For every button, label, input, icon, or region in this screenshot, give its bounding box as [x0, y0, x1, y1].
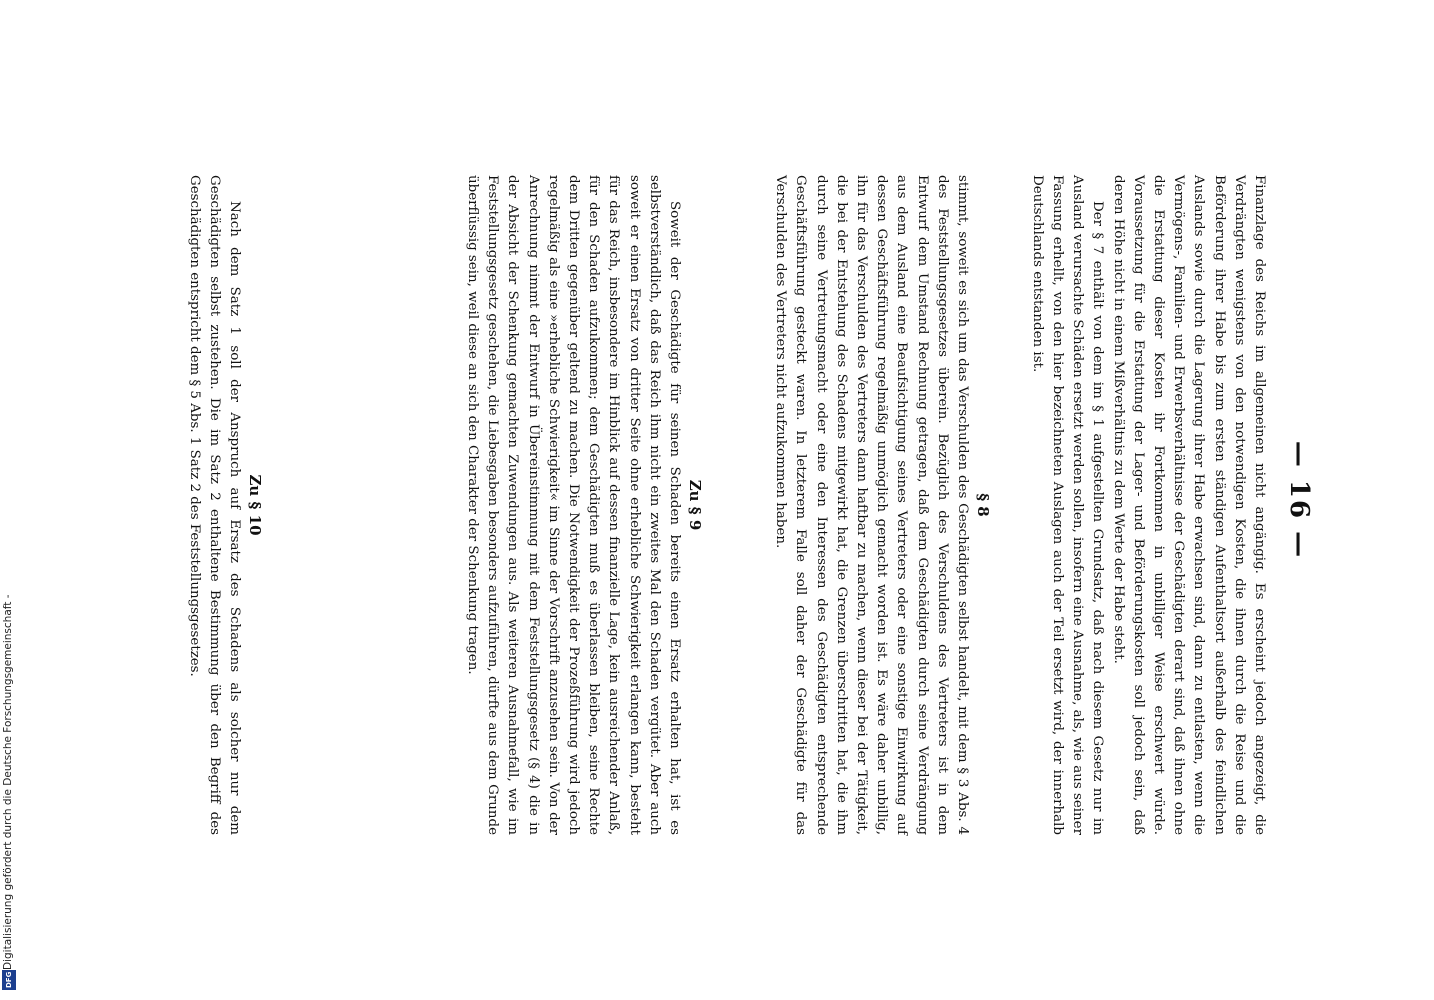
digitization-credit — [0, 594, 22, 994]
text-block-8 — [770, 175, 994, 835]
text-block-9 — [462, 175, 706, 835]
text-block-10 — [183, 175, 266, 835]
paragraph: stimmt, soweit es sich um das Verschulden des Geschädigten selbst handelt, mit dem § 3 Abs. 4 des Feststellungsgesetzes überein. Bezüglich des Verschuldens des Vertreters ist in dem Entwurf dem Umstand Rechnung getragen, daß dem Geschädigten durch seine Verdrängung aus dem Ausland eine Beaufsichtigung seines Vertreters oder eine sonstige Einwirkung auf dessen Geschäftsführung regelmäßig unmöglich gemacht worden ist. Es wäre daher unbillig, ihn für das Verschulden des Vertreters dann haftbar zu machen, wenn dieser bei der Tätigkeit, die bei der Entstehung des Schadens mitgewirkt hat, die Grenzen überschritten hat, die ihm durch seine Vertretungsmacht oder eine den Interessen des Geschädigten entsprechende Geschäftsführung gesteckt waren. In letzterem Falle soll daher der Geschädigte für das Verschulden des Vertreters nicht aufzukommen haben. — [773, 175, 970, 835]
paragraph: Nach dem Satz 1 soll der Anspruch auf Ersatz des Schadens als solcher nur dem Geschädigten selbst zustehen. Die im Satz 2 enthaltene Bestimmung über den Begriff des Geschädigten entspricht dem § 5 Abs. 1 Satz 2 des Feststellungsgesetzes. — [186, 175, 242, 835]
paragraph: Finanzlage des Reichs im allgemeinen nicht angängig. Es erscheint jedoch angezeigt, die Verdrängten wenigstens von den notwendigen Kosten, die ihnen durch die Reise und die Beförderung ihrer Habe bis zum ersten ständigen Aufenthaltsort außerhalb des feindlichen Auslands sowie durch die Lagerung ihrer Habe erwachsen sind, dann zu entlasten, wenn die Vermögens-, Familien- und Erwerbsverhältnisse der Geschädigten derart sind, daß ihnen ohne die Erstattung dieser Kosten ihr Fortkommen in unbilliger Weise erschwert würde. Voraussetzung für die Erstattung der Lager- und Beförderungskosten soll jedoch sein, daß deren Höhe nicht in einem Mißverhältnis zu dem Werte der Habe steht. — [1110, 175, 1267, 835]
credit-text: Digitalisierung gefördert durch die Deutsche Forschungsgemeinschaft - — [2, 594, 14, 970]
page-number: — 16 — — [1284, 440, 1314, 560]
text-block-7 — [1027, 175, 1269, 835]
paragraph: Soweit der Geschädigte für seinen Schaden bereits einen Ersatz erhalten hat, ist es selbstverständlich, daß das Reich ihm nicht ein zweites Mal den Schaden vergütet. Aber auch soweit er einen Ersatz von dritter Seite ohne erhebliche Schwierigkeit erlangen kann, besteht für das Reich, insbesondere im Hinblick auf dessen finanzielle Lage, kein ausreichender Anlaß, für den Schaden aufzukommen; dem Geschädigten muß es überlassen bleiben, seine Rechte dem Dritten gegenüber geltend zu machen. Die Notwendigkeit der Prozeßführung wird jedoch regelmäßig als eine »erhebliche Schwierigkeit« im Sinne der Vorschrift anzusehen sein. Von der Anrechnung nimmt der Entwurf in Übereinstimmung mit dem Feststellungsgesetz (§ 4) die in der Absicht der Schenkung gemachten Zuwendungen aus. Als weiteren Ausnahmefall, wie im Feststellungsgesetz geschehen, die Liebesgaben besonders aufzuführen, dürfte aus dem Grunde überflüssig sein, weil diese an sich den Charakter der Schenkung tragen. — [464, 175, 682, 835]
section-heading-8: § 8 — [974, 493, 992, 517]
section-heading-10: Zu § 10 — [246, 474, 264, 536]
section-heading-9: Zu § 9 — [686, 479, 704, 531]
dfg-logo-icon: DFG — [2, 970, 16, 990]
paragraph: Der § 7 enthält von dem im § 1 aufgestellten Grundsatz, daß nach diesem Gesetz nur im Ausland verursachte Schäden ersetzt werden sollen, insofern eine Ausnahme, als, wie aus seiner Fassung erhellt, von den hier bezeichneten Auslagen auch der Teil ersetzt wird, der innerhalb Deutschlands entstanden ist. — [1029, 175, 1106, 835]
